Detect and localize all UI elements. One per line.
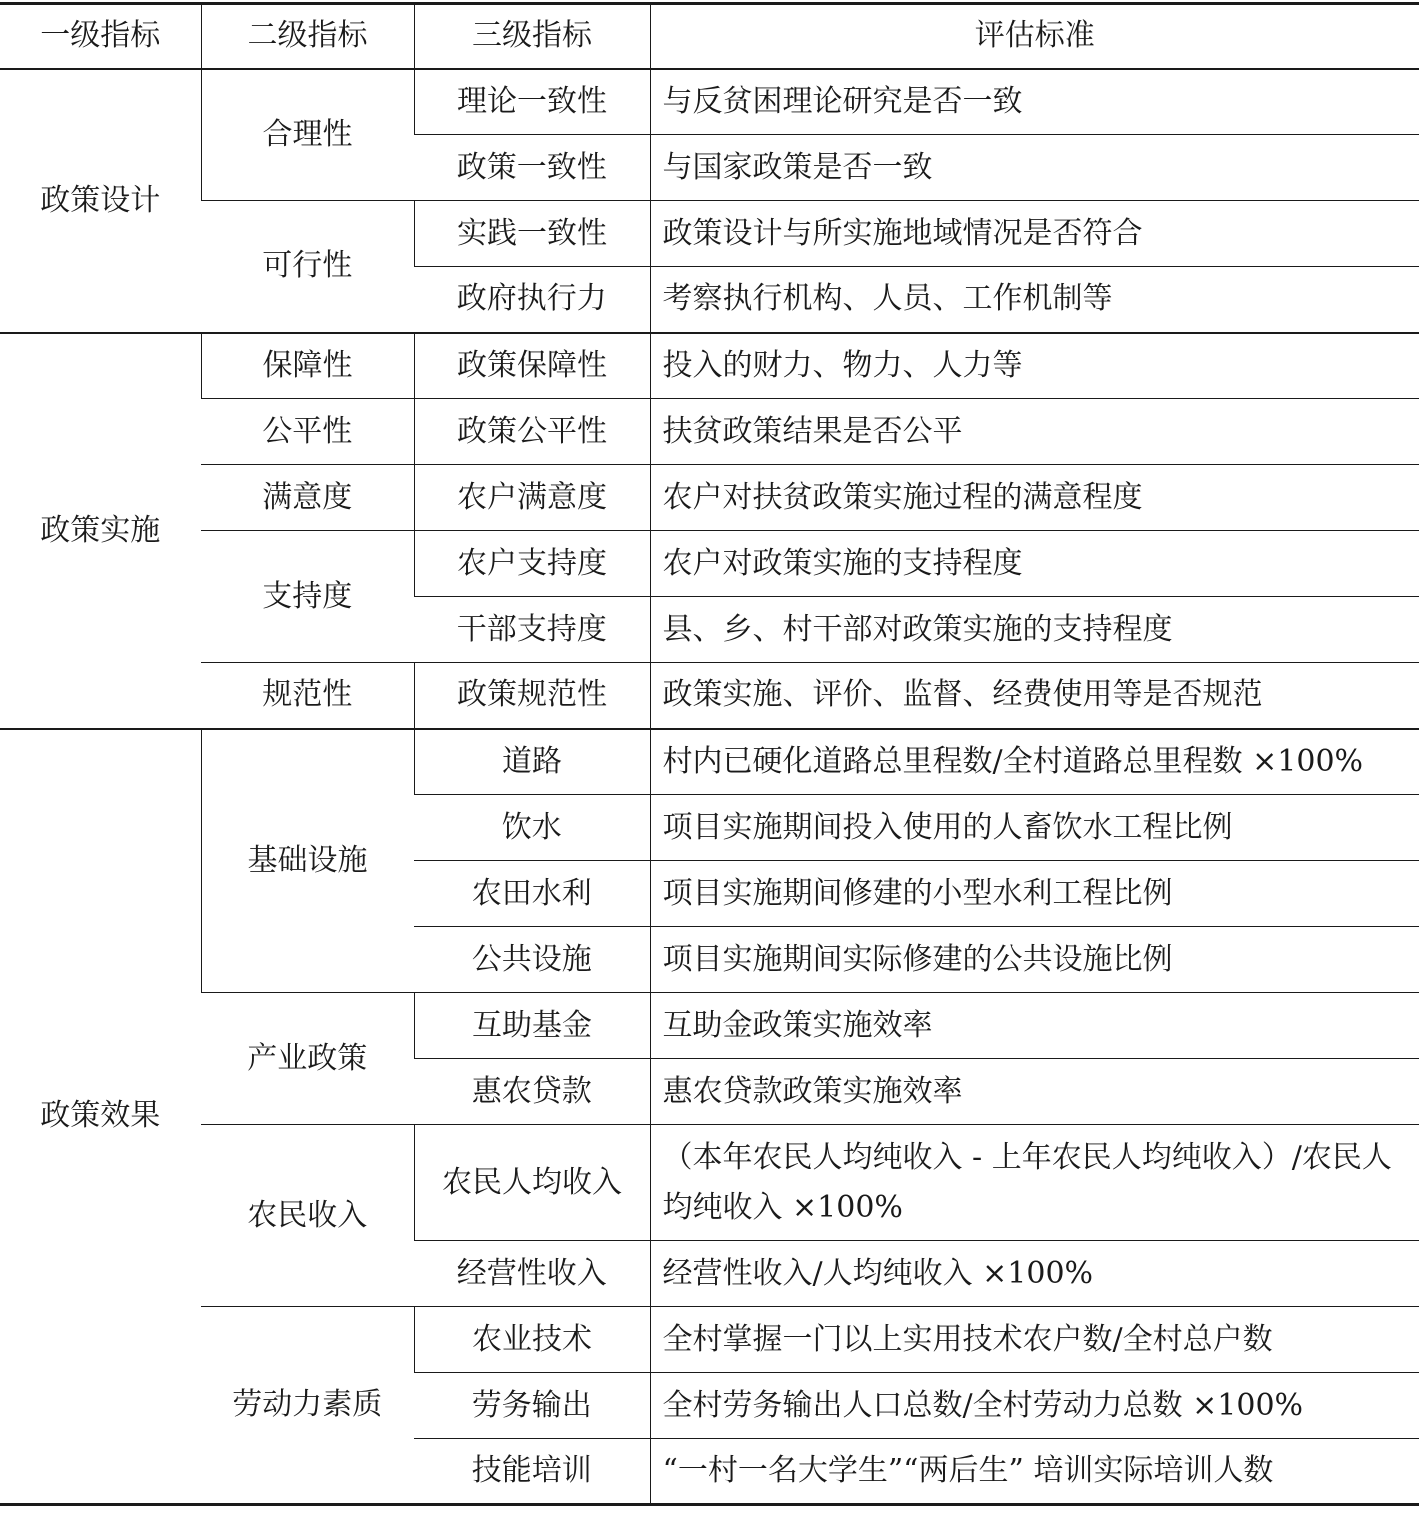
header-level1: 一级指标 [0,4,201,69]
level1-indicator-cell: 政策实施 [0,333,201,729]
level3-indicator-cell: 实践一致性 [414,201,650,267]
level3-indicator-cell: 劳务输出 [414,1373,650,1439]
table-row [0,1125,1419,1241]
level3-indicator-cell: 公共设施 [414,927,650,993]
table-row [0,993,1419,1059]
evaluation-standard-cell: “一村一名大学生”“两后生” 培训实际培训人数 [650,1439,1419,1505]
evaluation-standard-cell: 政策设计与所实施地域情况是否符合 [650,201,1419,267]
level3-indicator-cell: 干部支持度 [414,597,650,663]
evaluation-index-table [0,2,1419,1506]
level3-indicator-cell: 饮水 [414,795,650,861]
evaluation-standard-cell: （本年农民人均纯收入 - 上年农民人均纯收入）/农民人均纯收入 ×100% [650,1125,1419,1241]
evaluation-standard-cell: 村内已硬化道路总里程数/全村道路总里程数 ×100% [650,729,1419,795]
level3-indicator-cell: 政府执行力 [414,267,650,333]
evaluation-standard-cell: 互助金政策实施效率 [650,993,1419,1059]
level2-indicator-cell: 产业政策 [201,993,414,1125]
table-row [0,465,1419,531]
evaluation-standard-cell: 项目实施期间实际修建的公共设施比例 [650,927,1419,993]
evaluation-standard-cell: 考察执行机构、人员、工作机制等 [650,267,1419,333]
level1-indicator-cell: 政策设计 [0,69,201,333]
level2-indicator-cell: 基础设施 [201,729,414,993]
level3-indicator-cell: 理论一致性 [414,69,650,135]
header-level3: 三级指标 [414,4,650,69]
level2-indicator-cell: 规范性 [201,663,414,729]
evaluation-standard-cell: 项目实施期间修建的小型水利工程比例 [650,861,1419,927]
level2-indicator-cell: 合理性 [201,69,414,201]
table-row [0,729,1419,795]
level2-indicator-cell: 保障性 [201,333,414,399]
level3-indicator-cell: 互助基金 [414,993,650,1059]
table-row [0,663,1419,729]
evaluation-standard-cell: 农户对扶贫政策实施过程的满意程度 [650,465,1419,531]
evaluation-standard-cell: 农户对政策实施的支持程度 [650,531,1419,597]
header-standard: 评估标准 [650,4,1419,69]
table-body [0,69,1419,1505]
evaluation-standard-cell: 与反贫困理论研究是否一致 [650,69,1419,135]
level3-indicator-cell: 农民人均收入 [414,1125,650,1241]
level2-indicator-cell: 劳动力素质 [201,1307,414,1505]
evaluation-standard-cell: 项目实施期间投入使用的人畜饮水工程比例 [650,795,1419,861]
evaluation-standard-cell: 惠农贷款政策实施效率 [650,1059,1419,1125]
level3-indicator-cell: 经营性收入 [414,1241,650,1307]
table-row [0,531,1419,597]
level3-indicator-cell: 农户满意度 [414,465,650,531]
evaluation-standard-cell: 全村劳务输出人口总数/全村劳动力总数 ×100% [650,1373,1419,1439]
level2-indicator-cell: 公平性 [201,399,414,465]
level3-indicator-cell: 道路 [414,729,650,795]
level3-indicator-cell: 惠农贷款 [414,1059,650,1125]
level1-indicator-cell: 政策效果 [0,729,201,1505]
evaluation-standard-cell: 投入的财力、物力、人力等 [650,333,1419,399]
header-row [0,4,1419,69]
table-row [0,69,1419,135]
evaluation-standard-cell: 与国家政策是否一致 [650,135,1419,201]
evaluation-standard-cell: 政策实施、评价、监督、经费使用等是否规范 [650,663,1419,729]
level3-indicator-cell: 农业技术 [414,1307,650,1373]
level3-indicator-cell: 技能培训 [414,1439,650,1505]
level2-indicator-cell: 可行性 [201,201,414,333]
table-row [0,399,1419,465]
level3-indicator-cell: 政策一致性 [414,135,650,201]
level2-indicator-cell: 农民收入 [201,1125,414,1307]
evaluation-standard-cell: 县、乡、村干部对政策实施的支持程度 [650,597,1419,663]
level3-indicator-cell: 农田水利 [414,861,650,927]
table-row [0,201,1419,267]
level3-indicator-cell: 政策公平性 [414,399,650,465]
header-level2: 二级指标 [201,4,414,69]
level3-indicator-cell: 政策保障性 [414,333,650,399]
table-row [0,333,1419,399]
evaluation-standard-cell: 扶贫政策结果是否公平 [650,399,1419,465]
evaluation-standard-cell: 经营性收入/人均纯收入 ×100% [650,1241,1419,1307]
table-row [0,1307,1419,1373]
evaluation-standard-cell: 全村掌握一门以上实用技术农户数/全村总户数 [650,1307,1419,1373]
level3-indicator-cell: 政策规范性 [414,663,650,729]
level2-indicator-cell: 满意度 [201,465,414,531]
level3-indicator-cell: 农户支持度 [414,531,650,597]
level2-indicator-cell: 支持度 [201,531,414,663]
